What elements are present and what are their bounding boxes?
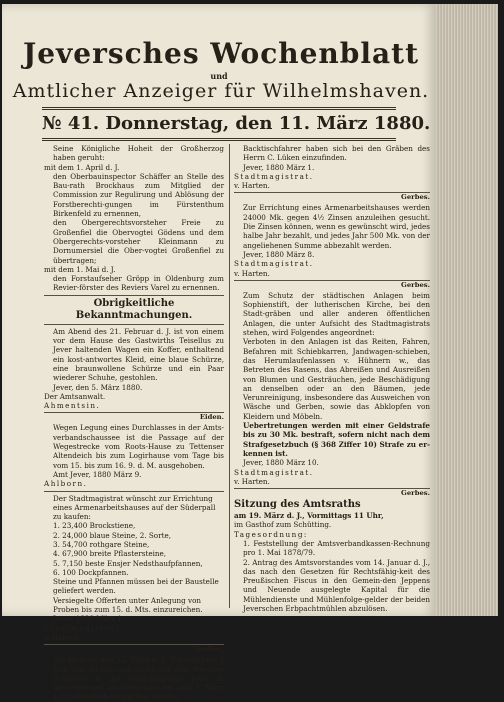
tender-date: Jever, 1880 März 1. — [53, 614, 125, 624]
notice-date: Amt Jever, 1880 März 9. — [53, 469, 142, 479]
notice-signatory: Der Amtsanwalt. — [44, 391, 106, 401]
bakers-notice — [234, 144, 430, 190]
notice-text: Wegen Legung eines Durchlasses in der Amts-verbandschaussee ist die Passage auf der Wegestrecke vom Roots-Hause zu Tettenser Altendeich bis zum Logirhause vom Tage bis vom 15. bis zum 16. 9. d. M. ausgehoben. — [53, 423, 224, 470]
tender-signatory: Stadtmagistrat. — [44, 623, 124, 633]
decree-line: den Obergerechtsvorsteher Freie zu Großenfiel die Obervogtei Gödens und dem Obergerechts-vorsteher Kleinmann zu Dornumersiel die Ober-vogtei Großenfiel zu übertragen; — [53, 218, 224, 265]
notice-text: Verboten in den Anlagen ist das Reiten, Fahren, Befahren mit Schiebkarren, Jandwagen-schieben, das Herumlaufenlassen v. Hühnern w., das Betreten des Rasens, das Abreißen und Ausreißen von Blumen und Gesträuchen, jede Beschädigung an denselben oder an den Bäumen, jede Verunreinigung, insbesondere das Ausweichen von Wäsche und Gerben, sowie das Abklopfen von Kleidern und Möbeln. — [243, 337, 430, 421]
agenda-item: 2. Antrag des Amtsvorstandes vom 14. Januar d. J., das nach den Gesetzen für Rechtsfähig-keit des Preußischen Fiscus in den Gemein-den Jeppens und Neuende ausgelegte Kapital für die Mühlendienste und Mühlenfolge-gelder der beiden Jeverschen Erbpachtmühlen abzulösen. — [243, 557, 430, 614]
notice-text: Backtischfahrer haben sich bei den Gräben des Herrn C. Lüken einzufinden. — [243, 144, 430, 163]
notice-date: Jever, 1880 März 10. — [243, 458, 319, 468]
notice-text: Am Abend des 21. Februar d. J. ist von einem vor dem Hause des Gastwirths Teisellus zu Jever haltenden Wagen ein Koffer, enthaltend ein kost-antwortes Kleid, eine blaue Schürze, eine braunwollene Schürze und ein Paar wiederer Schuhe, gestohlen. — [53, 326, 224, 383]
book-page-edges — [436, 4, 498, 616]
council-heading: Sitzung des Amtsraths — [234, 499, 361, 511]
tender-signature: v. Harten. — [44, 632, 80, 642]
decree-line: Seine Königliche Hoheit der Großherzog haben geruht: — [53, 144, 224, 163]
notice-text: Am Montag, den 22. März d. J., Nachmittags 1 Uhr, soll an Ort und Stelle der alte Wieseler Schweine in der Stadtgemeinde Jever in Abtheilun-gen als Weideland bis zum 1. März 1881 öffentlich verpachtet werden. — [53, 655, 224, 702]
tender-item: 5. 7,150 beste Ensjer Nedsthaufpfannen, — [53, 558, 203, 568]
decree-line: den Oberbauinspector Schäffer an Stelle des Bau-rath Brockhaus zum Mitglied der Commission zur Regulirung und Ablösung der Forstberechti-gungen im Fürstenthum Birkenfeld zu ernennen, — [53, 171, 224, 219]
masthead-title: Jeversches Wochenblatt — [22, 37, 420, 70]
tender-intro: Der Stadtmagistrat wünscht zur Errichtung eines Armenarbeitshauses auf der Süderpall zu kaufen: — [53, 493, 216, 522]
masthead-rule — [42, 107, 396, 108]
notice-date: Jever, 1880 März 8. — [243, 249, 315, 259]
decree-line: den Forstaufseher Gröpp in Oldenburg zum Revier-förster des Reviers Varel zu ernennen. — [53, 274, 224, 293]
left-column — [44, 144, 224, 702]
decree-line: mit dem 1. April d. J. — [44, 162, 120, 172]
notice-text: Zum Schutz der städtischen Anlagen beim Sophienstift, der lutherischen Kirche, bei den Stadt-gräben und aller anderen öffentlichen Anlagen, die unter Aufsicht des Stadtmagistrats stehen, wird Folgendes angeordnet: — [243, 290, 430, 338]
council-place: im Gasthof zum Schütting. — [234, 520, 332, 530]
separator-name: Gerbes. — [401, 280, 430, 289]
tender-text: Versiegelte Offerten unter Anlegung von Proben bis zum 15. d. Mts. einzureichen. — [53, 595, 203, 615]
notice-signature: v. Harten. — [234, 476, 270, 486]
tender-item: 6. 100 Dockpfannen. — [53, 567, 129, 577]
tender-item: 4. 67,900 breite Pflastersteine, — [53, 549, 167, 559]
tender-item: 1. 23,400 Brockstiene, — [53, 521, 136, 531]
notice-date: Jever, 1880 März 1. — [243, 162, 315, 172]
separator-name: Gerbes. — [401, 193, 430, 202]
official-announcements-heading: Obrigkeitliche Bekanntmachungen. — [75, 297, 193, 321]
notice-signature: Ahmentsin. — [44, 401, 101, 411]
council-session — [234, 499, 430, 613]
column-divider — [229, 144, 230, 608]
dateline-rule — [42, 140, 396, 141]
separator-name: Eiden. — [199, 413, 224, 422]
tender-item: 2. 24,000 blaue Steine, 2. Sorte, — [53, 530, 172, 540]
separator-name: Gerbes. — [401, 489, 430, 498]
poorhouse-tender — [44, 494, 224, 643]
notice-text: Zur Errichtung eines Armenarbeitshauses werden 24000 Mk. gegen 4½ Zinsen anzuleihen gesucht. Die Zinsen können, wenn es gewünscht wird, jedes halbe Jahr bezahlt, und jedes Jahr 500 Mk. von der angeliehenen Summe abbezahlt werden. — [243, 203, 430, 250]
notice-separator — [44, 412, 224, 422]
notice-date: Jever, den 5. März 1880. — [53, 382, 143, 392]
issue-dateline: № 41. Donnerstag, den 11. März 1880. — [42, 113, 431, 134]
theft-notice — [44, 327, 224, 411]
tender-text: Steine und Pfannen müssen bei der Baustelle geliefert werden. — [53, 577, 219, 596]
section-divider — [44, 324, 224, 325]
masthead-subtitle: Amtlicher Anzeiger für Wilhelmshaven. — [12, 80, 430, 102]
notice-signature: v. Harten. — [234, 268, 270, 278]
section-divider — [44, 491, 224, 492]
notice-separator — [234, 192, 430, 202]
notice-signature: Ahlborn. — [44, 479, 88, 489]
notice-signatory: Stadtmagistrat. — [234, 467, 314, 477]
masthead-rule — [42, 109, 396, 110]
notice-separator — [44, 644, 224, 654]
decree-line: mit dem 1. Mai d. J. — [44, 264, 116, 274]
council-time: am 19. März d. J., Vormittags 11 Uhr, — [234, 511, 384, 521]
royal-decree — [44, 144, 224, 293]
agenda-heading: Tagesordnung: — [234, 529, 308, 539]
notice-penalty: Uebertretungen werden mit einer Geldstrafe bis zu 30 Mk. bestraft, sofern nicht nach dem Strafgesetzbuch (§ 368 Ziffer 10) Strafe zu er-kennen ist. — [243, 421, 430, 458]
auction-notice — [44, 655, 224, 701]
loan-notice — [234, 203, 430, 277]
newspaper-page — [2, 4, 436, 702]
notice-separator — [234, 280, 430, 290]
right-column — [234, 144, 430, 614]
tender-item: 3. 54,700 rothgare Steine, — [53, 539, 150, 549]
notice-separator — [234, 488, 430, 498]
separator-name: Gerbes. — [195, 645, 224, 654]
masthead-und: und — [210, 71, 228, 81]
notice-signatory: Stadtmagistrat. — [234, 171, 314, 181]
agenda-item: 1. Feststellung der Amtsverbandkassen-Rechnung pro 1. Mai 1878/79. — [243, 538, 430, 558]
notice-signature: v. Harten. — [234, 181, 270, 191]
section-divider — [44, 295, 224, 296]
park-protection-notice — [234, 291, 430, 486]
road-closure-notice — [44, 423, 224, 488]
notice-signatory: Stadtmagistrat. — [234, 259, 314, 269]
dateline-rule — [42, 138, 396, 139]
